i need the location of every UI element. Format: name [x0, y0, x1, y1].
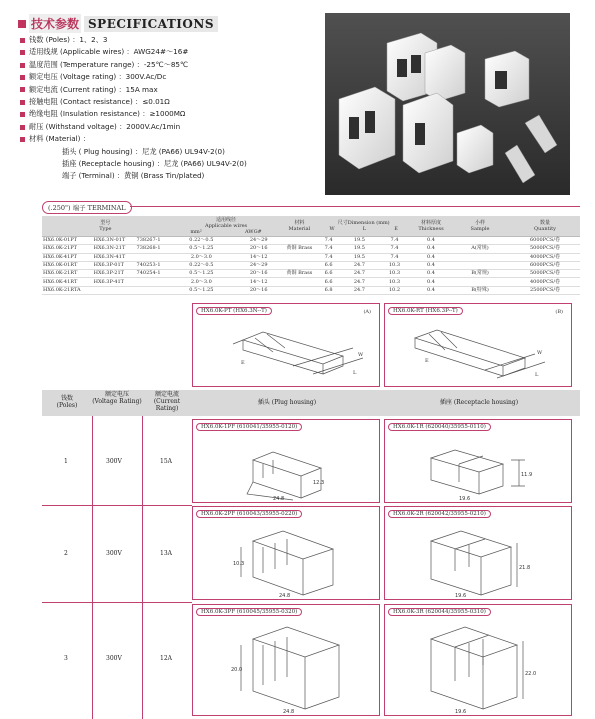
table-cell-type: HX6.0K-41RT	[42, 278, 93, 286]
table-cell-sample	[450, 261, 510, 269]
table-cell-e: 10.3	[377, 270, 412, 278]
table-cell-model: HX6.3N-01T	[93, 237, 136, 245]
divider	[142, 416, 143, 719]
table-cell-material	[283, 237, 315, 245]
terminal-drawing-a	[192, 303, 380, 387]
spec-title-cn: 技术参数	[29, 14, 81, 33]
drawing-label: HX6.0K-2R (620042/35955-0210)	[388, 510, 491, 518]
table-cell-e: 10.2	[377, 286, 412, 294]
drawing-label: HX6.0K-1R (620040/35955-0110)	[388, 423, 491, 431]
table-cell-w: 6.6	[315, 270, 342, 278]
square-bullet-icon	[18, 20, 26, 28]
table-cell-model: HX6.3P-21T	[93, 270, 136, 278]
table-cell-mm: 0.22～0.5	[169, 261, 234, 269]
material-item: 插头 ( Plug housing) ：尼龙 (PA66) UL94V-2(0)	[62, 146, 225, 156]
table-cell-mm: 2.0～3.0	[169, 278, 234, 286]
table-cell-e: 7.4	[377, 245, 412, 253]
drawing-label: HX6.0K-3R (620044/35955-0310)	[388, 608, 491, 616]
housing-table-header	[42, 390, 580, 416]
table-cell-t: 0.4	[412, 261, 450, 269]
table-cell-type: HX6.0K-01RT	[42, 261, 93, 269]
table-row	[42, 261, 580, 269]
table-cell-material	[283, 278, 315, 286]
table-cell-sample	[450, 237, 510, 245]
table-cell-sample	[450, 278, 510, 286]
drawing-tag: (A)	[363, 309, 371, 315]
terminal-table	[42, 216, 580, 295]
table-cell-t: 0.4	[412, 237, 450, 245]
spec-item: 材料 (Material) ：	[20, 133, 247, 145]
svg-text:E: E	[241, 360, 245, 366]
spec-header	[18, 14, 218, 33]
table-cell-model	[93, 286, 136, 294]
voltage-value: 300V	[106, 458, 122, 465]
table-cell-e: 10.3	[377, 278, 412, 286]
table-cell-w: 6.6	[315, 261, 342, 269]
table-cell-t: 0.4	[412, 270, 450, 278]
table-cell-type: HX6.0K-21RTA	[42, 286, 93, 294]
table-cell-mm: 0.22～0.5	[169, 237, 234, 245]
header-plug: 插头 (Plug housing)	[257, 399, 317, 406]
table-cell-qty: 5000PCS/卷	[510, 270, 580, 278]
square-bullet-icon	[20, 137, 25, 142]
product-photo	[325, 13, 570, 195]
table-cell-sample: B(特殊)	[450, 286, 510, 294]
square-bullet-icon	[20, 38, 25, 43]
table-cell-qty: 6000PCS/卷	[510, 261, 580, 269]
table-cell-model: HX6.3N-41T	[93, 253, 136, 261]
material-item: 插座 (Receptacle housing) ：尼龙 (PA66) UL94V-2(0)	[62, 159, 247, 169]
plug-3p-drawing	[193, 605, 379, 715]
svg-text:11.9: 11.9	[521, 472, 533, 478]
current-value: 15A	[160, 458, 172, 465]
table-cell-awg: 24～29	[234, 261, 283, 269]
svg-text:10.3: 10.3	[233, 561, 245, 567]
row-divider	[42, 505, 192, 506]
table-cell-mm: 0.5～1.25	[169, 270, 234, 278]
table-cell-qty: 5000PCS/卷	[510, 245, 580, 253]
spec-item: 绝缘电阻 (Insulation resistance) ：≥1000MΩ	[20, 108, 247, 120]
svg-text:24.8: 24.8	[273, 496, 285, 502]
table-cell-type: HX6.0K-21PT	[42, 245, 93, 253]
receptacle-drawing-3	[384, 604, 572, 716]
current-value: 13A	[160, 550, 172, 557]
drawing-label: HX6.0K-RT (HX6.3P--T)	[388, 307, 463, 315]
svg-text:19.6: 19.6	[459, 496, 471, 502]
table-cell-code: 740253-1	[136, 261, 169, 269]
table-cell-e: 7.4	[377, 237, 412, 245]
square-bullet-icon	[20, 75, 25, 80]
table-cell-t: 0.4	[412, 286, 450, 294]
svg-text:W: W	[537, 350, 543, 356]
table-row	[42, 245, 580, 253]
table-cell-type: HX6.0K-21RT	[42, 270, 93, 278]
divider	[130, 206, 580, 207]
svg-text:24.8: 24.8	[283, 709, 295, 715]
table-cell-material	[283, 261, 315, 269]
svg-text:19.6: 19.6	[455, 709, 467, 715]
table-cell-l: 24.7	[342, 261, 377, 269]
svg-text:L: L	[353, 370, 357, 376]
terminal-b-drawing	[385, 304, 571, 386]
spec-item: 适用线规 (Applicable wires) ：AWG24#～16#	[20, 46, 247, 58]
table-cell-code	[136, 253, 169, 261]
svg-text:24.8: 24.8	[279, 593, 291, 599]
table-cell-l: 24.7	[342, 286, 377, 294]
table-cell-code: 738267-1	[136, 237, 169, 245]
table-cell-t: 0.4	[412, 245, 450, 253]
plug-drawing-3	[192, 604, 380, 716]
table-cell-code	[136, 286, 169, 294]
table-cell-w: 6.6	[315, 278, 342, 286]
spec-title-en: SPECIFICATIONS	[84, 16, 218, 32]
table-cell-sample	[450, 253, 510, 261]
square-bullet-icon	[20, 87, 25, 92]
table-cell-w: 6.8	[315, 286, 342, 294]
spec-item: 钱数 (Poles) ：1、2、3	[20, 34, 247, 46]
spec-item: 温度范围 (Temperature range) ：-25℃～85℃	[20, 59, 247, 71]
plug-drawing-1	[192, 419, 380, 503]
connector-photo-image	[325, 13, 570, 195]
header-receptacle: 插座 (Receptacle housing)	[439, 399, 519, 406]
drawing-label: HX6.0K-1PF (610041/35955-0120)	[196, 423, 302, 431]
table-cell-l: 19.5	[342, 253, 377, 261]
svg-text:L: L	[535, 372, 539, 378]
table-cell-type: HX6.0K-01PT	[42, 237, 93, 245]
plug-1p-drawing	[193, 420, 379, 502]
table-cell-code	[136, 278, 169, 286]
current-value: 12A	[160, 655, 172, 662]
receptacle-3r-drawing	[385, 605, 571, 715]
table-cell-qty: 4000PCS/卷	[510, 253, 580, 261]
row-divider	[42, 602, 192, 603]
spec-item: 额定电流 (Current rating) ：15A max	[20, 84, 247, 96]
table-cell-t: 0.4	[412, 253, 450, 261]
terminal-drawing-b	[384, 303, 572, 387]
table-cell-qty: 6000PCS/卷	[510, 237, 580, 245]
header-poles: 钱数 (Poles)	[56, 395, 78, 409]
table-cell-sample: A(常规)	[450, 245, 510, 253]
svg-text:W: W	[358, 352, 364, 358]
drawing-tag: (B)	[555, 309, 563, 315]
plug-2p-drawing	[193, 507, 379, 599]
plug-drawing-2	[192, 506, 380, 600]
header-current: 额定电流 (Current Rating)	[153, 391, 181, 412]
table-cell-sample: B(常规)	[450, 270, 510, 278]
table-row	[42, 253, 580, 261]
svg-text:12.3: 12.3	[313, 480, 325, 486]
header-voltage: 额定电压 (Voltage Rating)	[92, 391, 142, 405]
table-cell-w: 7.4	[315, 237, 342, 245]
table-cell-l: 24.7	[342, 278, 377, 286]
table-cell-mm: 0.5～1.25	[169, 286, 234, 294]
table-cell-material: 黄铜 Brass	[283, 270, 315, 278]
receptacle-drawing-2	[384, 506, 572, 600]
table-cell-material	[283, 253, 315, 261]
voltage-value: 300V	[106, 550, 122, 557]
spec-item: 耐压 (Withstand voltage) ：2000V.Ac/1min	[20, 121, 247, 133]
table-cell-awg: 14～12	[234, 278, 283, 286]
poles-value: 3	[64, 655, 68, 662]
table-cell-w: 7.4	[315, 253, 342, 261]
square-bullet-icon	[20, 63, 25, 68]
terminal-a-drawing	[193, 304, 379, 386]
material-item: 端子 (Terminal) ：黄铜 (Brass Tin/plated)	[62, 171, 205, 181]
table-cell-w: 7.4	[315, 245, 342, 253]
svg-text:21.8: 21.8	[519, 565, 531, 571]
table-cell-model: HX6.3P-01T	[93, 261, 136, 269]
spec-list	[20, 34, 247, 183]
drawing-label: HX6.0K-2PF (610043/35955-0220)	[196, 510, 302, 518]
table-cell-code: 740254-1	[136, 270, 169, 278]
table-cell-model: HX6.3P-41T	[93, 278, 136, 286]
table-cell-awg: 24～29	[234, 237, 283, 245]
table-cell-type: HX6.0K-41PT	[42, 253, 93, 261]
table-header-row: 型号 Type 适用线径 Applicable wires mm² AWG# 材料 Material 尺寸Dimension (mm) W L E 材料厚度 Thickness 小样 Sample 数量 Quantity	[42, 216, 580, 237]
drawing-label: HX6.0K-3PF (610045/35955-0320)	[196, 608, 302, 616]
receptacle-drawing-1	[384, 419, 572, 503]
square-bullet-icon	[20, 125, 25, 130]
table-row	[42, 278, 580, 286]
table-cell-l: 24.7	[342, 270, 377, 278]
divider	[92, 416, 93, 719]
table-cell-material	[283, 286, 315, 294]
terminal-tag: (.250") 端子 TERMINAL	[42, 201, 132, 214]
spec-item: 额定电压 (Voltage rating) ：300V.Ac/Dc	[20, 71, 247, 83]
receptacle-2r-drawing	[385, 507, 571, 599]
svg-text:19.6: 19.6	[455, 593, 467, 599]
drawing-label: HX6.0K-PT (HX6.3N--T)	[196, 307, 272, 315]
table-cell-qty: 2500PCS/卷	[510, 286, 580, 294]
svg-text:E: E	[425, 358, 429, 364]
table-cell-l: 19.5	[342, 237, 377, 245]
table-cell-l: 19.5	[342, 245, 377, 253]
table-cell-awg: 20～16	[234, 245, 283, 253]
table-cell-e: 7.4	[377, 253, 412, 261]
table-cell-awg: 14～12	[234, 253, 283, 261]
table-row	[42, 286, 580, 294]
table-cell-mm: 0.5～1.25	[169, 245, 234, 253]
table-cell-awg: 20～16	[234, 286, 283, 294]
table-cell-e: 10.3	[377, 261, 412, 269]
svg-text:22.0: 22.0	[525, 671, 537, 677]
table-row	[42, 270, 580, 278]
square-bullet-icon	[20, 112, 25, 117]
table-cell-t: 0.4	[412, 278, 450, 286]
spec-item: 接触电阻 (Contact resistance) ：≤0.01Ω	[20, 96, 247, 108]
poles-value: 2	[64, 550, 68, 557]
svg-text:20.0: 20.0	[231, 667, 243, 673]
table-cell-model: HX6.3N-21T	[93, 245, 136, 253]
poles-value: 1	[64, 458, 68, 465]
table-cell-qty: 4000PCS/卷	[510, 278, 580, 286]
table-row	[42, 237, 580, 245]
table-cell-awg: 20～16	[234, 270, 283, 278]
receptacle-1r-drawing	[385, 420, 571, 502]
table-cell-material: 黄铜 Brass	[283, 245, 315, 253]
square-bullet-icon	[20, 50, 25, 55]
voltage-value: 300V	[106, 655, 122, 662]
table-cell-code: 738268-1	[136, 245, 169, 253]
square-bullet-icon	[20, 100, 25, 105]
table-cell-mm: 2.0～3.0	[169, 253, 234, 261]
